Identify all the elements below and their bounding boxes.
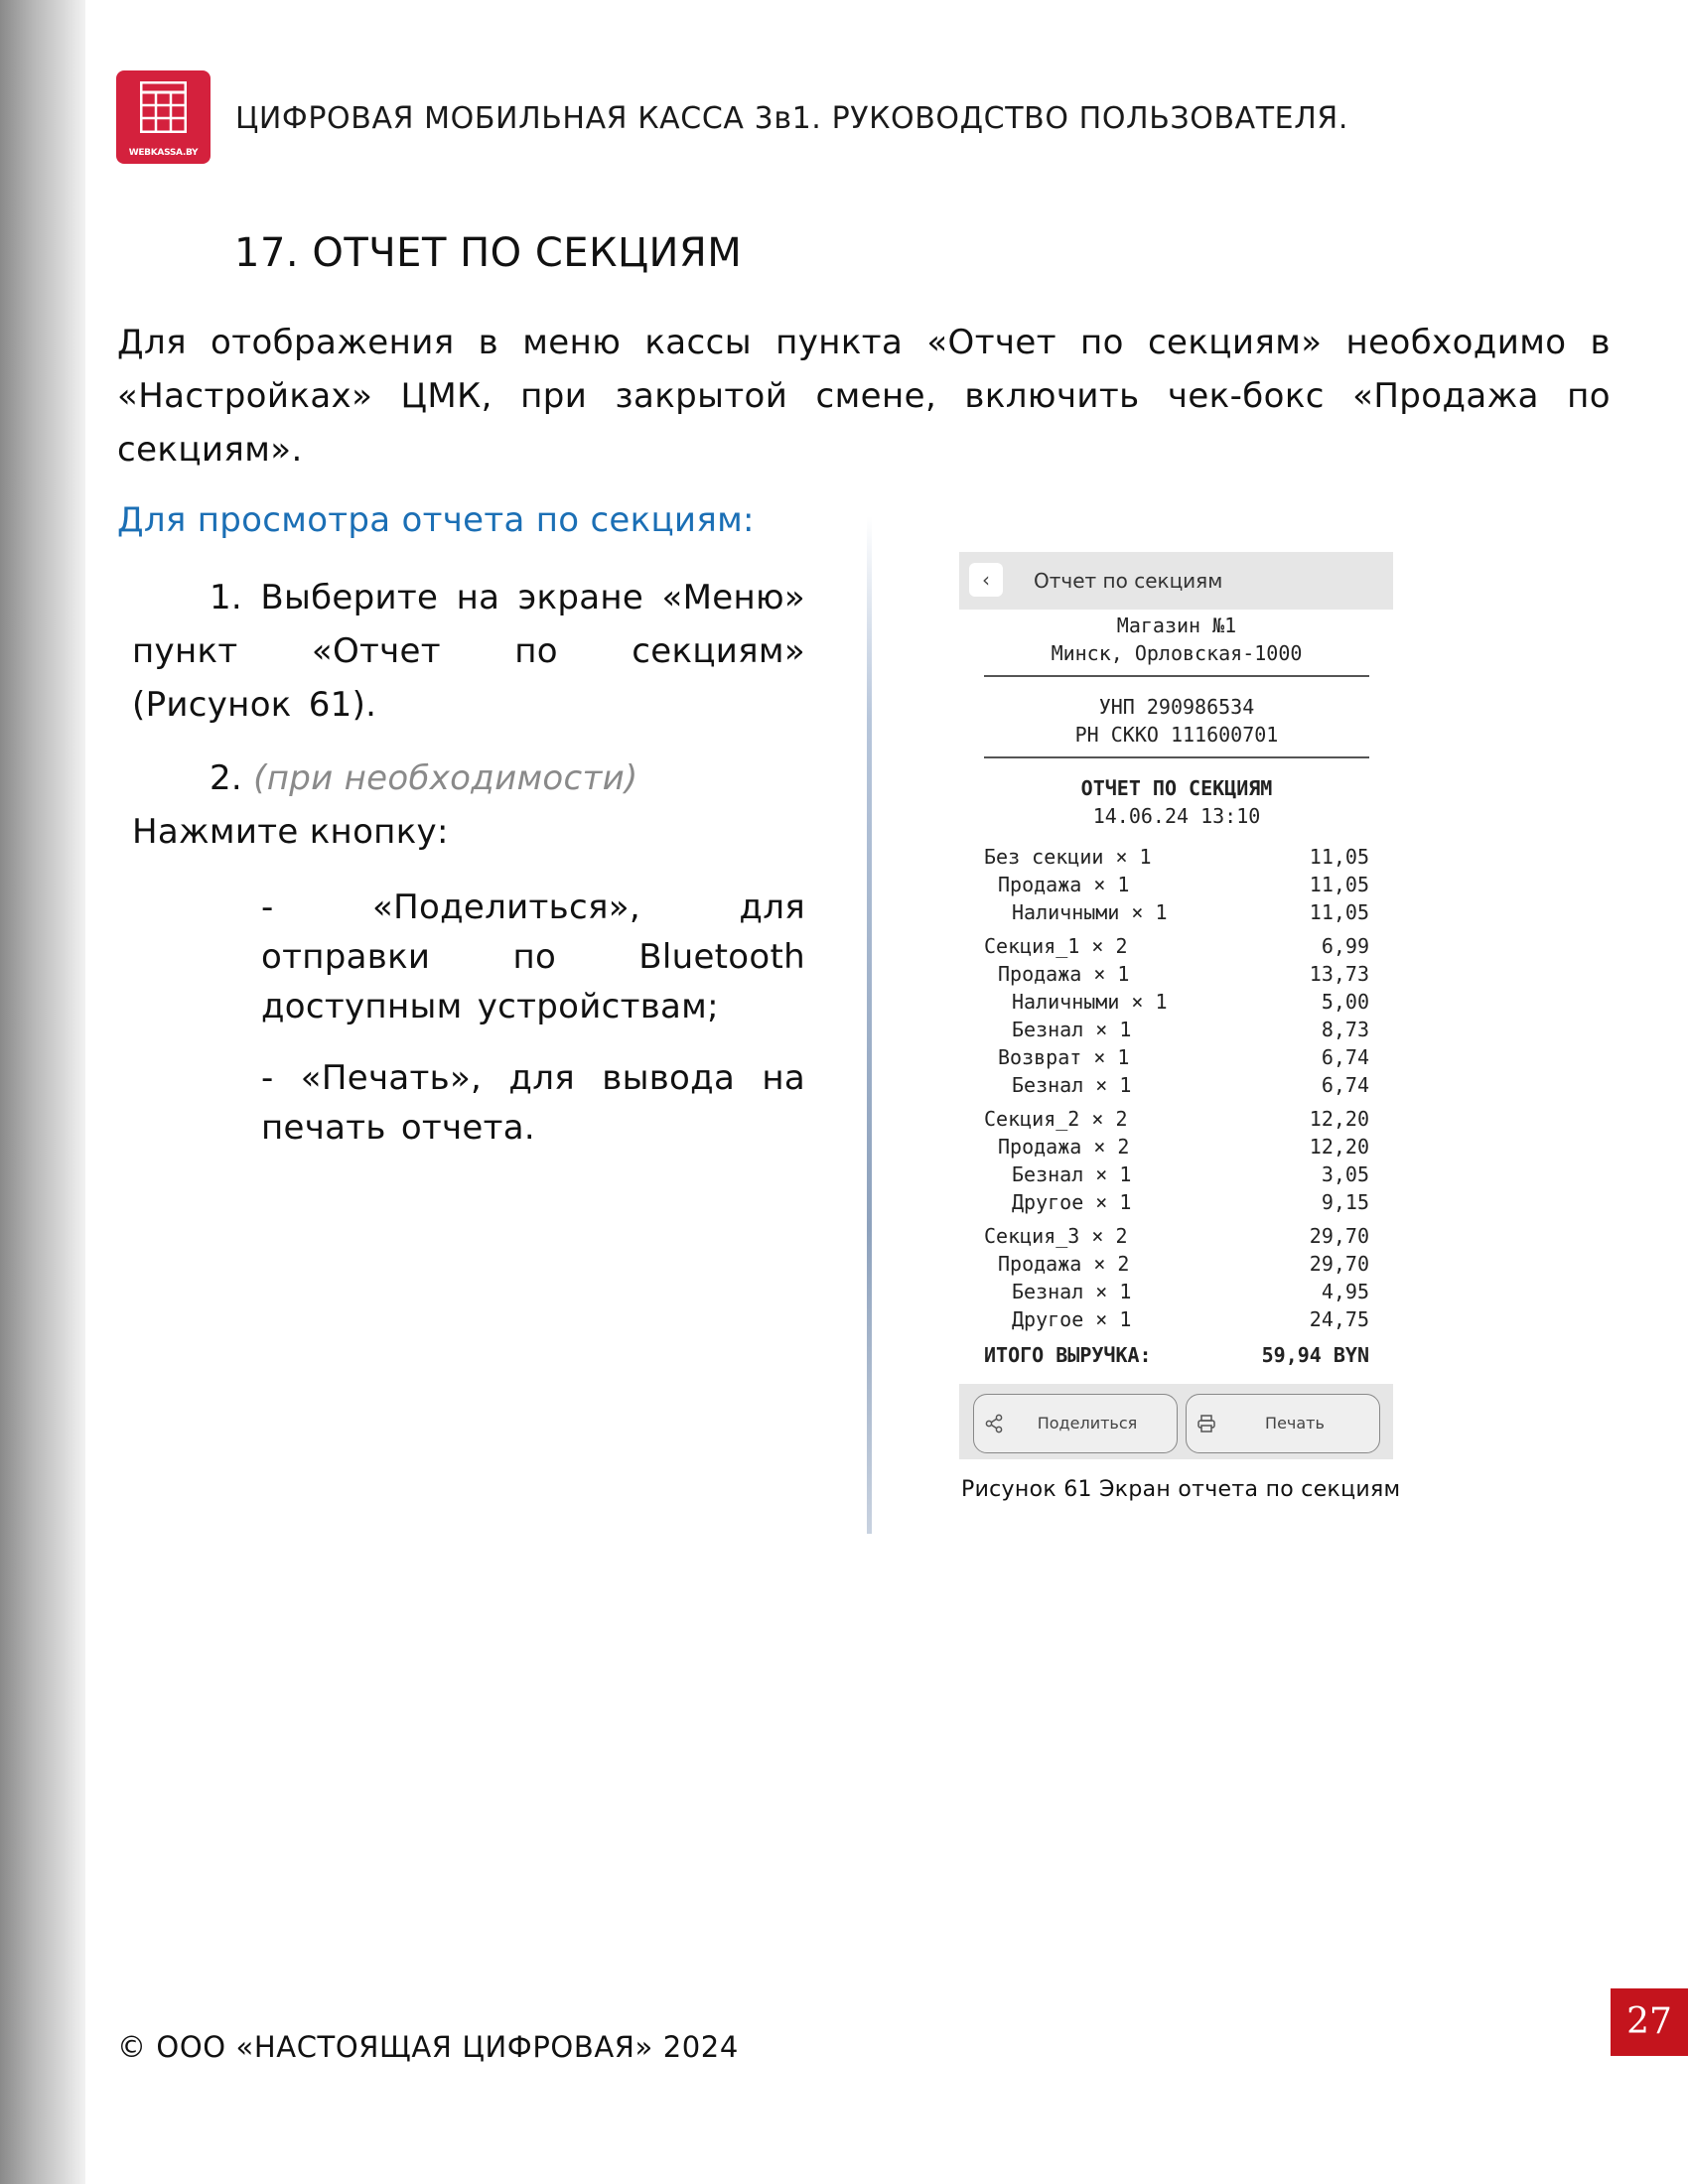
print-button[interactable] [1186,1394,1380,1453]
receipt-unp: УНП 290986534 [1098,695,1255,719]
row-label: Продажа × 2 [998,1135,1130,1159]
receipt-total-row [984,1339,1369,1371]
row-label: Безнал × 1 [1012,1280,1132,1303]
row-value: 8,73 [1321,1018,1369,1041]
row-value: 6,74 [1321,1073,1369,1097]
receipt-datetime: 14.06.24 13:10 [1092,804,1261,828]
webkassa-logo [116,70,211,164]
step-2 [132,751,805,859]
page-number: 27 [1611,1988,1688,2056]
report-screen-figure [959,552,1393,1459]
row-value: 29,70 [1309,1252,1369,1276]
row-value: 11,05 [1309,873,1369,896]
row-label: Наличными × 1 [1012,990,1168,1014]
section-report-receipt [984,612,1369,1371]
row-label: Возврат × 1 [998,1045,1130,1069]
logo-text: WEBKASSA.BY [128,148,199,158]
row-label: Продажа × 1 [998,873,1130,896]
total-label: ИТОГО ВЫРУЧКА: [984,1343,1152,1367]
print-button-label: Печать [1265,1414,1325,1433]
receipt-row [984,1278,1369,1305]
row-label: Другое × 1 [1012,1190,1132,1214]
row-value: 12,20 [1309,1135,1369,1159]
screen-top-bar [959,552,1393,610]
row-value: 4,95 [1321,1280,1369,1303]
row-label: Секция_1 × 2 [984,934,1128,958]
row-label: Безнал × 1 [1012,1162,1132,1186]
step-2-text: Нажмите кнопку: [132,812,449,852]
instructions-heading: Для просмотра отчета по секциям: [117,500,755,540]
page-edge-shadow [0,0,85,2184]
receipt-row [984,1160,1369,1188]
row-value: 12,20 [1309,1107,1369,1131]
receipt-row [984,932,1369,960]
receipt-row [984,988,1369,1016]
intro-paragraph: Для отображения в меню кассы пункта «Отчет по секциям» необходимо в «Настройках» ЦМК, при закрытой смене, включить чек-бокс «Продажа по секциям». [117,323,1611,470]
receipt-rn: РН СККО 111600701 [1074,723,1279,747]
row-label: Секция_2 × 2 [984,1107,1128,1131]
figure-caption: Рисунок 61 Экран отчета по секциям [961,1477,1401,1502]
receipt-row [984,1105,1369,1133]
receipt-row [984,1016,1369,1043]
row-value: 11,05 [1309,900,1369,924]
row-value: 11,05 [1309,845,1369,869]
screen-action-bar [959,1384,1393,1459]
row-value: 6,74 [1321,1045,1369,1069]
row-label: Наличными × 1 [1012,900,1168,924]
document-header-title: ЦИФРОВАЯ МОБИЛЬНАЯ КАССА 3в1. РУКОВОДСТВО ПОЛЬЗОВАТЕЛЯ. [235,101,1348,136]
row-value: 6,99 [1321,934,1369,958]
row-value: 24,75 [1309,1307,1369,1331]
back-button[interactable] [969,563,1003,597]
bullet-share: - «Поделиться», для отправки по Bluetooth доступным устройствам; [261,887,805,1026]
bullet-print: - «Печать», для вывода на печать отчета. [261,1058,805,1148]
column-divider [867,516,872,1534]
row-value: 9,15 [1321,1190,1369,1214]
step-2-hint: (при необходимости) [253,758,638,798]
receipt-address: Минск, Орловская-1000 [1051,641,1303,665]
receipt-row [984,1043,1369,1071]
step-1: 1. Выберите на экране «Меню» пункт «Отчет по секциям» (Рисунок 61). [132,578,805,725]
receipt-row [984,960,1369,988]
row-value: 29,70 [1309,1224,1369,1248]
receipt-rows [984,843,1369,1371]
receipt-row [984,871,1369,898]
step-2-number: 2. [210,758,243,798]
receipt-row [984,1188,1369,1216]
row-value: 3,05 [1321,1162,1369,1186]
row-value: 5,00 [1321,990,1369,1014]
receipt-row [984,1250,1369,1278]
row-label: Безнал × 1 [1012,1018,1132,1041]
receipt-row [984,1305,1369,1333]
receipt-row [984,898,1369,926]
row-label: Без секции × 1 [984,845,1152,869]
page-footer: © ООО «НАСТОЯЩАЯ ЦИФРОВАЯ» 2024 [117,2030,739,2064]
row-label: Безнал × 1 [1012,1073,1132,1097]
chevron-left-icon: ‹ [982,568,990,592]
receipt-report-title: ОТЧЕТ ПО СЕКЦИЯМ [1080,776,1273,800]
row-value: 13,73 [1309,962,1369,986]
row-label: Секция_3 × 2 [984,1224,1128,1248]
register-grid-icon [140,81,187,133]
row-label: Продажа × 1 [998,962,1130,986]
receipt-row [984,1133,1369,1160]
row-label: Продажа × 2 [998,1252,1130,1276]
receipt-divider [984,675,1369,677]
receipt-row [984,1222,1369,1250]
receipt-row [984,843,1369,871]
receipt-store: Магазин №1 [1116,614,1237,637]
screen-title: Отчет по секциям [1034,569,1223,593]
share-button[interactable] [973,1394,1178,1453]
section-title: 17. ОТЧЕТ ПО СЕКЦИЯМ [234,230,743,276]
row-label: Другое × 1 [1012,1307,1132,1331]
receipt-row [984,1071,1369,1099]
total-value: 59,94 BYN [1261,1343,1369,1367]
receipt-divider [984,756,1369,758]
share-button-label: Поделиться [1037,1414,1138,1433]
